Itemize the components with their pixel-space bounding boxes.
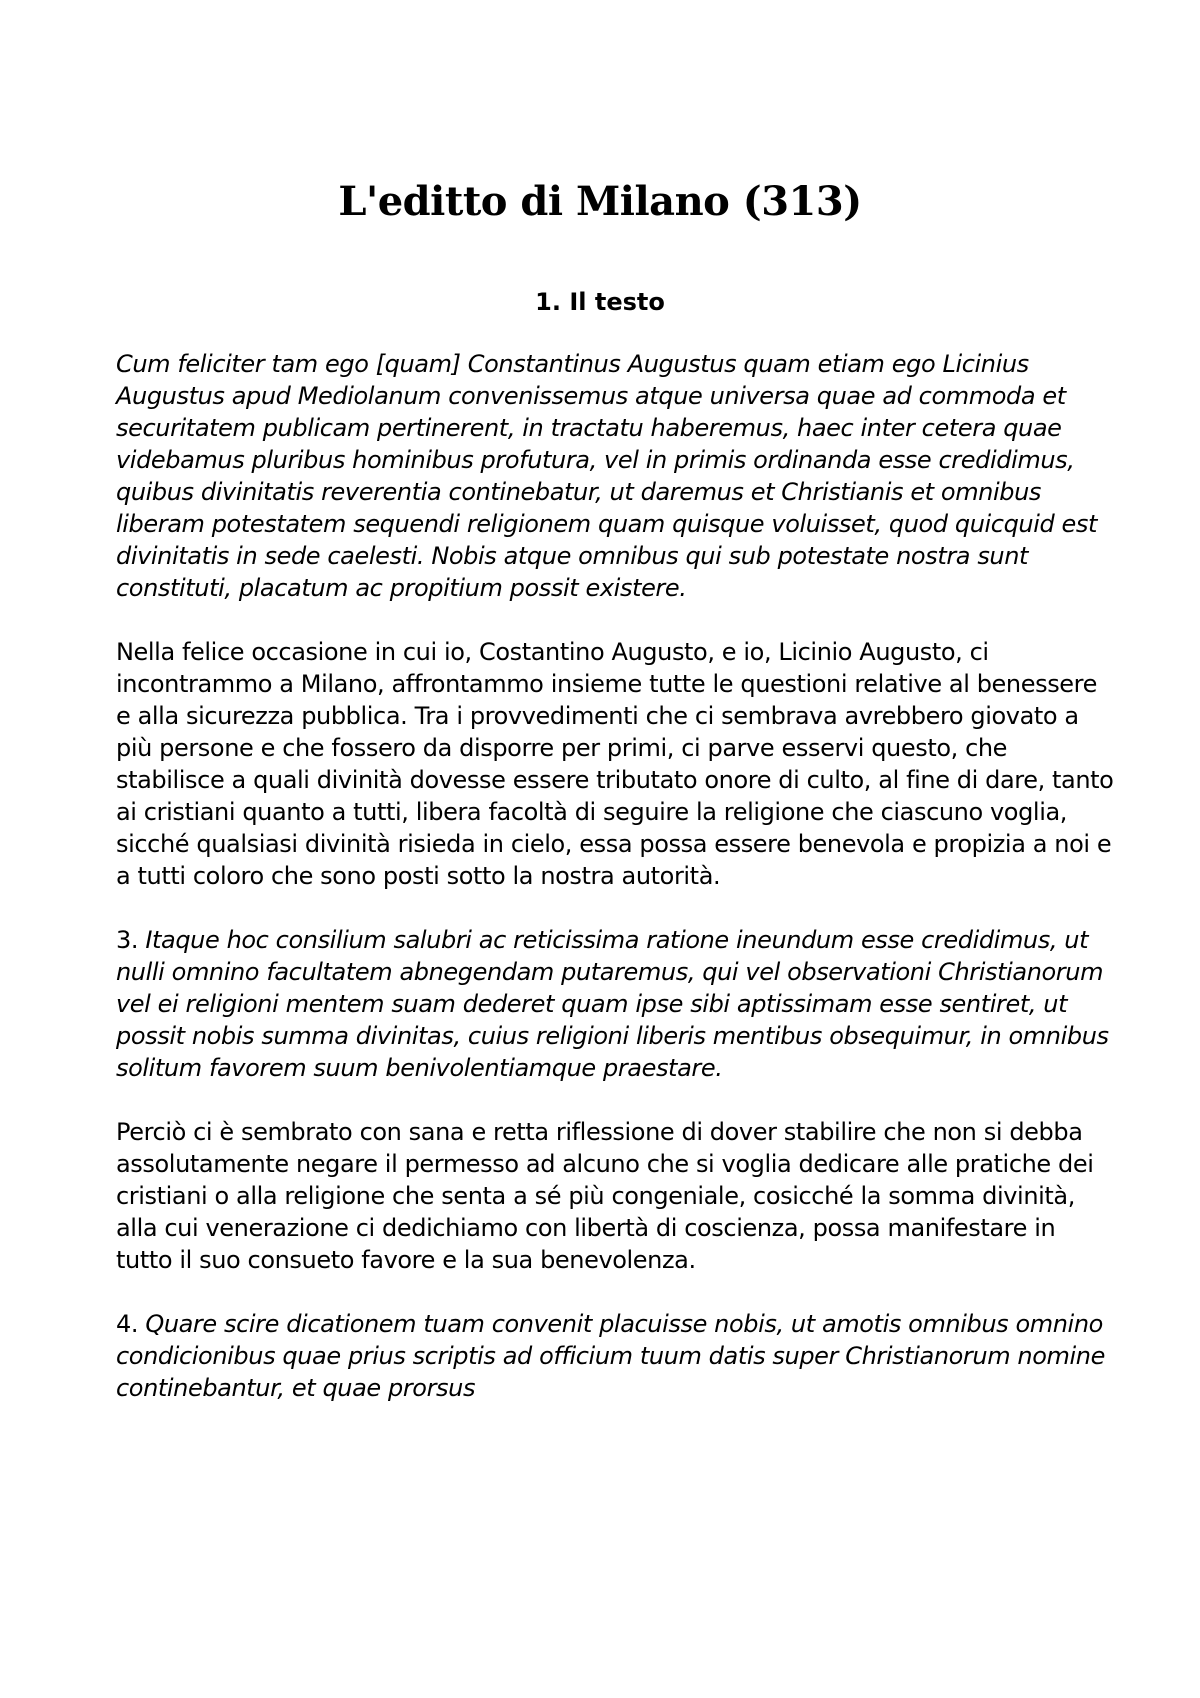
section-heading: 1. Il testo <box>535 288 665 316</box>
latin-text: Quare scire dicationem tuam convenit placuisse nobis, ut amotis omnibus omnino condicionibus quae prius scriptis ad officium tuum datis super Christianorum nomine continebantur, et quae prorsus <box>116 1310 1105 1402</box>
italian-paragraph-3 <box>116 1116 1116 1276</box>
latin-paragraph-1 <box>116 348 1116 604</box>
italian-text: Perciò ci è sembrato con sana e retta riflessione di dover stabilire che non si debba assolutamente negare il permesso ad alcuno che si voglia dedicare alle pratiche dei cristiani o alla religione che senta a sé più congeniale, cosicché la somma divinità, alla cui venerazione ci dedichiamo con libertà di coscienza, possa manifestare in tutto il suo consueto favore e la sua benevolenza. <box>116 1118 1094 1274</box>
latin-text: Cum feliciter tam ego [quam] Constantinus Augustus quam etiam ego Licinius Augustus apud Mediolanum convenissemus atque universa quae ad commoda et securitatem publicam pertinerent, in tractatu haberemus, haec inter cetera quae videbamus pluribus hominibus profutura, vel in primis ordinanda esse credidimus, quibus divinitatis reverentia continebatur, ut daremus et Christianis et omnibus liberam potestatem sequendi religionem quam quisque voluisset, quod quicquid est divinitatis in sede caelesti. Nobis atque omnibus qui sub potestate nostra sunt constituti, placatum ac propitium possit existere. <box>116 350 1098 602</box>
document-body <box>116 348 1116 1436</box>
paragraph-number: 4. <box>116 1310 146 1338</box>
latin-paragraph-3 <box>116 924 1116 1084</box>
paragraph-number: 3. <box>116 926 146 954</box>
latin-text: Itaque hoc consilium salubri ac reticissima ratione ineundum esse credidimus, ut nulli omnino facultatem abnegendam putaremus, qui vel observationi Christianorum vel ei religioni mentem suam dederet quam ipse sibi aptissimam esse sentiret, ut possit nobis summa divinitas, cuius religioni liberis mentibus obsequimur, in omnibus solitum favorem suum benivolentiamque praestare. <box>116 926 1109 1082</box>
italian-paragraph-1 <box>116 636 1116 892</box>
document-title: L'editto di Milano (313) <box>338 178 862 225</box>
latin-paragraph-4 <box>116 1308 1116 1404</box>
italian-text: Nella felice occasione in cui io, Costantino Augusto, e io, Licinio Augusto, ci incontrammo a Milano, affrontammo insieme tutte le questioni relative al benessere e alla sicurezza pubblica. Tra i provvedimenti che ci sembrava avrebbero giovato a più persone e che fossero da disporre per primi, ci parve esservi questo, che stabilisce a quali divinità dovesse essere tributato onore di culto, al fine di dare, tanto ai cristiani quanto a tutti, libera facoltà di seguire la religione che ciascuno voglia, sicché qualsiasi divinità risieda in cielo, essa possa essere benevola e propizia a noi e a tutti coloro che sono posti sotto la nostra autorità. <box>116 638 1114 890</box>
